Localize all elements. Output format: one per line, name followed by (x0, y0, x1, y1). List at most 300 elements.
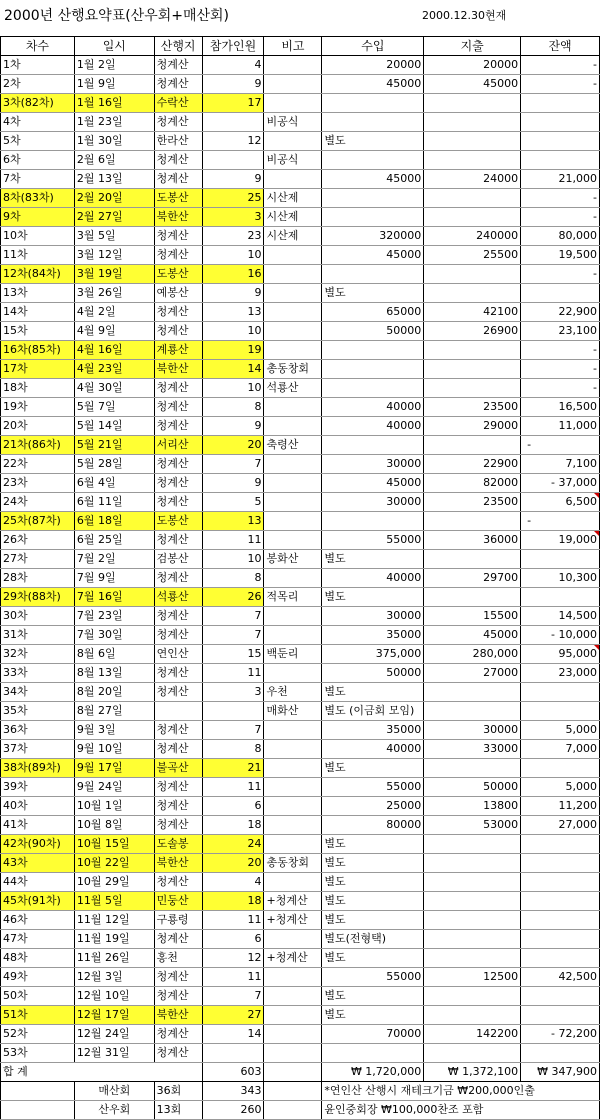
header-cell: 지출 (424, 37, 521, 56)
balance-cell: - (521, 56, 600, 75)
expense-cell: 23500 (424, 398, 521, 417)
balance-cell: - 72,200 (521, 1025, 600, 1044)
header-cell: 참가인원 (202, 37, 264, 56)
attendance-cell: 18 (202, 816, 264, 835)
attendance-cell: 24 (202, 835, 264, 854)
total-expense: ₩ 1,372,100 (424, 1063, 521, 1082)
round-cell: 19차 (1, 398, 75, 417)
round-cell: 15차 (1, 322, 75, 341)
income-cell (322, 360, 424, 379)
date-cell: 8월 20일 (74, 683, 154, 702)
attendance-cell: 9 (202, 75, 264, 94)
income-cell: 45000 (322, 246, 424, 265)
date-cell: 1월 16일 (74, 94, 154, 113)
income-cell: 별도 (322, 949, 424, 968)
table-row (1, 170, 600, 189)
expense-cell: 53000 (424, 816, 521, 835)
round-cell: 3차(82차) (1, 94, 75, 113)
round-cell: 1차 (1, 56, 75, 75)
attendance-cell: 12 (202, 132, 264, 151)
date-cell: 3월 26일 (74, 284, 154, 303)
income-cell (322, 512, 424, 531)
attendance-cell: 4 (202, 873, 264, 892)
date-cell: 8월 6일 (74, 645, 154, 664)
attendance-cell: 21 (202, 759, 264, 778)
attendance-cell: 7 (202, 626, 264, 645)
note-cell: 시산제 (264, 208, 322, 227)
balance-cell (521, 1044, 600, 1063)
expense-cell (424, 360, 521, 379)
round-cell: 6차 (1, 151, 75, 170)
expense-cell (424, 151, 521, 170)
mountain-cell: 북한산 (154, 360, 202, 379)
expense-cell (424, 189, 521, 208)
summary-blank (1, 1101, 75, 1120)
table-row (1, 1025, 600, 1044)
note-cell (264, 816, 322, 835)
expense-cell: 280,000 (424, 645, 521, 664)
table-row (1, 94, 600, 113)
date-cell: 7월 16일 (74, 588, 154, 607)
note-cell: 총동창회 (264, 360, 322, 379)
income-cell (322, 151, 424, 170)
total-attendance: 603 (202, 1063, 264, 1082)
expense-cell (424, 588, 521, 607)
table-row (1, 379, 600, 398)
expense-cell (424, 208, 521, 227)
table-row (1, 398, 600, 417)
round-cell: 41차 (1, 816, 75, 835)
round-cell: 50차 (1, 987, 75, 1006)
mountain-cell: 민둥산 (154, 892, 202, 911)
table-row (1, 436, 600, 455)
income-cell: 55000 (322, 531, 424, 550)
table-row (1, 208, 600, 227)
note-cell (264, 94, 322, 113)
round-cell: 18차 (1, 379, 75, 398)
note-cell (264, 132, 322, 151)
income-cell: 50000 (322, 322, 424, 341)
expense-cell: 12500 (424, 968, 521, 987)
income-cell (322, 208, 424, 227)
round-cell: 47차 (1, 930, 75, 949)
summary-people: 260 (202, 1101, 264, 1120)
attendance-cell: 11 (202, 664, 264, 683)
expense-cell (424, 284, 521, 303)
mountain-cell: 청계산 (154, 987, 202, 1006)
round-cell: 39차 (1, 778, 75, 797)
date-cell: 7월 23일 (74, 607, 154, 626)
mountain-cell: 예봉산 (154, 284, 202, 303)
expense-cell: 24000 (424, 170, 521, 189)
mountain-cell: 청계산 (154, 303, 202, 322)
note-cell (264, 56, 322, 75)
date-cell: 2월 20일 (74, 189, 154, 208)
attendance-cell: 6 (202, 797, 264, 816)
expense-cell (424, 949, 521, 968)
balance-cell: 21,000 (521, 170, 600, 189)
note-cell (264, 303, 322, 322)
balance-cell (521, 987, 600, 1006)
income-cell: 45000 (322, 75, 424, 94)
round-cell: 33차 (1, 664, 75, 683)
date-cell: 7월 30일 (74, 626, 154, 645)
round-cell: 36차 (1, 721, 75, 740)
mountain-cell: 청계산 (154, 930, 202, 949)
balance-cell: - (521, 75, 600, 94)
note-cell: 비공식 (264, 151, 322, 170)
table-row (1, 892, 600, 911)
income-cell (322, 1044, 424, 1063)
note-cell (264, 607, 322, 626)
header-cell: 차수 (1, 37, 75, 56)
expense-cell: 42100 (424, 303, 521, 322)
balance-cell: - (521, 360, 600, 379)
balance-cell (521, 94, 600, 113)
table-row (1, 987, 600, 1006)
table-row (1, 588, 600, 607)
total-income: ₩ 1,720,000 (322, 1063, 424, 1082)
balance-cell (521, 911, 600, 930)
summary-blank (264, 1101, 322, 1120)
note-cell (264, 778, 322, 797)
round-cell: 37차 (1, 740, 75, 759)
attendance-cell: 3 (202, 208, 264, 227)
note-cell: 축령산 (264, 436, 322, 455)
date-cell: 12월 17일 (74, 1006, 154, 1025)
balance-cell: - 10,000 (521, 626, 600, 645)
table-row (1, 246, 600, 265)
income-cell: 별도 (322, 873, 424, 892)
expense-cell: 29000 (424, 417, 521, 436)
mountain-cell: 청계산 (154, 873, 202, 892)
table-row (1, 797, 600, 816)
expense-cell (424, 341, 521, 360)
note-cell (264, 968, 322, 987)
date-cell: 2월 13일 (74, 170, 154, 189)
attendance-cell: 25 (202, 189, 264, 208)
balance-cell: 16,500 (521, 398, 600, 417)
table-row (1, 683, 600, 702)
income-cell: 50000 (322, 664, 424, 683)
income-cell: 별도 (322, 854, 424, 873)
balance-cell (521, 702, 600, 721)
income-cell: 35000 (322, 626, 424, 645)
mountain-cell: 청계산 (154, 1044, 202, 1063)
expense-cell (424, 702, 521, 721)
balance-cell: 27,000 (521, 816, 600, 835)
balance-cell (521, 113, 600, 132)
income-cell: 별도 (322, 987, 424, 1006)
table-row (1, 607, 600, 626)
attendance-cell: 10 (202, 322, 264, 341)
expense-cell: 20000 (424, 56, 521, 75)
attendance-cell: 10 (202, 246, 264, 265)
mountain-cell: 연인산 (154, 645, 202, 664)
balance-cell (521, 132, 600, 151)
mountain-cell: 청계산 (154, 740, 202, 759)
note-cell (264, 759, 322, 778)
attendance-cell (202, 1044, 264, 1063)
round-cell: 10차 (1, 227, 75, 246)
round-cell: 21차(86차) (1, 436, 75, 455)
note-cell: 석룡산 (264, 379, 322, 398)
expense-cell: 33000 (424, 740, 521, 759)
note-cell (264, 569, 322, 588)
note-cell (264, 797, 322, 816)
attendance-cell (202, 151, 264, 170)
mountain-cell: 도봉산 (154, 265, 202, 284)
mountain-cell: 청계산 (154, 75, 202, 94)
expense-cell: 25500 (424, 246, 521, 265)
income-cell: 30000 (322, 493, 424, 512)
date-cell: 6월 25일 (74, 531, 154, 550)
date-cell: 4월 30일 (74, 379, 154, 398)
expense-cell (424, 911, 521, 930)
date-cell: 11월 12일 (74, 911, 154, 930)
title-row (0, 0, 600, 36)
attendance-cell: 7 (202, 455, 264, 474)
mountain-cell: 청계산 (154, 151, 202, 170)
round-cell: 48차 (1, 949, 75, 968)
attendance-cell: 23 (202, 227, 264, 246)
expense-cell (424, 987, 521, 1006)
income-cell (322, 341, 424, 360)
date-cell: 8월 13일 (74, 664, 154, 683)
attendance-cell: 20 (202, 436, 264, 455)
expense-cell: 45000 (424, 75, 521, 94)
mountain-cell: 검봉산 (154, 550, 202, 569)
date-cell: 10월 29일 (74, 873, 154, 892)
note-cell (264, 1006, 322, 1025)
date-cell: 3월 12일 (74, 246, 154, 265)
table-row (1, 740, 600, 759)
total-row (1, 1063, 600, 1082)
attendance-cell: 3 (202, 683, 264, 702)
summary-count: 36회 (154, 1082, 202, 1101)
income-cell: 30000 (322, 607, 424, 626)
date-cell: 3월 5일 (74, 227, 154, 246)
round-cell: 16차(85차) (1, 341, 75, 360)
income-cell (322, 113, 424, 132)
table-row (1, 531, 600, 550)
mountain-cell: 청계산 (154, 531, 202, 550)
note-cell (264, 664, 322, 683)
income-cell: 40000 (322, 740, 424, 759)
mountain-cell: 청계산 (154, 664, 202, 683)
table-row (1, 265, 600, 284)
date-cell: 5월 7일 (74, 398, 154, 417)
note-cell: 총동창회 (264, 854, 322, 873)
mountain-cell: 구룡령 (154, 911, 202, 930)
attendance-cell: 12 (202, 949, 264, 968)
table-row (1, 75, 600, 94)
note-cell: 매화산 (264, 702, 322, 721)
income-cell: 40000 (322, 398, 424, 417)
mountain-cell: 석룡산 (154, 588, 202, 607)
table-row (1, 1044, 600, 1063)
expense-cell: 22900 (424, 455, 521, 474)
income-cell (322, 436, 424, 455)
round-cell: 38차(89차) (1, 759, 75, 778)
income-cell: 35000 (322, 721, 424, 740)
expense-cell: 13800 (424, 797, 521, 816)
header-cell: 수입 (322, 37, 424, 56)
date-cell: 4월 2일 (74, 303, 154, 322)
note-cell (264, 246, 322, 265)
expense-cell: 30000 (424, 721, 521, 740)
note-cell (264, 512, 322, 531)
attendance-cell (202, 702, 264, 721)
round-cell: 35차 (1, 702, 75, 721)
attendance-cell: 15 (202, 645, 264, 664)
expense-cell: 45000 (424, 626, 521, 645)
table-row (1, 930, 600, 949)
note-cell (264, 474, 322, 493)
date-cell: 9월 3일 (74, 721, 154, 740)
attendance-cell: 14 (202, 1025, 264, 1044)
income-cell: 30000 (322, 455, 424, 474)
date-cell: 5월 21일 (74, 436, 154, 455)
balance-cell: - (521, 208, 600, 227)
table-row (1, 968, 600, 987)
attendance-cell: 13 (202, 512, 264, 531)
attendance-cell: 27 (202, 1006, 264, 1025)
note-cell (264, 341, 322, 360)
note-cell (264, 626, 322, 645)
balance-cell (521, 930, 600, 949)
attendance-cell: 9 (202, 170, 264, 189)
note-cell (264, 1044, 322, 1063)
round-cell: 28차 (1, 569, 75, 588)
balance-cell (521, 759, 600, 778)
balance-cell: - (521, 379, 600, 398)
income-cell: 별도 (이금회 모임) (322, 702, 424, 721)
income-cell (322, 379, 424, 398)
summary-note: *연인산 산행시 재테크기금 ₩200,000인출 (322, 1082, 600, 1101)
round-cell: 17차 (1, 360, 75, 379)
round-cell: 27차 (1, 550, 75, 569)
note-cell: 비공식 (264, 113, 322, 132)
balance-cell (521, 683, 600, 702)
balance-cell (521, 1006, 600, 1025)
note-cell: 백둔리 (264, 645, 322, 664)
note-cell: 봉화산 (264, 550, 322, 569)
note-cell (264, 265, 322, 284)
note-cell (264, 987, 322, 1006)
balance-cell: 95,000 (521, 645, 600, 664)
expense-cell (424, 759, 521, 778)
header-cell: 산행지 (154, 37, 202, 56)
attendance-cell: 16 (202, 265, 264, 284)
summary-people: 343 (202, 1082, 264, 1101)
income-cell: 별도 (322, 284, 424, 303)
attendance-cell: 8 (202, 398, 264, 417)
note-cell (264, 284, 322, 303)
total-balance: ₩ 347,900 (521, 1063, 600, 1082)
income-cell: 별도 (322, 892, 424, 911)
attendance-cell: 17 (202, 94, 264, 113)
mountain-cell: 청계산 (154, 56, 202, 75)
round-cell: 25차(87차) (1, 512, 75, 531)
round-cell: 24차 (1, 493, 75, 512)
table-row (1, 645, 600, 664)
balance-cell: 7,100 (521, 455, 600, 474)
balance-cell: - 37,000 (521, 474, 600, 493)
table-row (1, 949, 600, 968)
balance-cell: 10,300 (521, 569, 600, 588)
note-cell (264, 493, 322, 512)
date-cell: 6월 18일 (74, 512, 154, 531)
balance-cell: - (521, 436, 600, 455)
note-cell (264, 531, 322, 550)
date-cell: 4월 23일 (74, 360, 154, 379)
expense-cell: 142200 (424, 1025, 521, 1044)
round-cell: 42차(90차) (1, 835, 75, 854)
expense-cell: 36000 (424, 531, 521, 550)
table-row (1, 626, 600, 645)
attendance-cell: 10 (202, 550, 264, 569)
round-cell: 12차(84차) (1, 265, 75, 284)
mountain-cell: 홍천 (154, 949, 202, 968)
balance-cell (521, 854, 600, 873)
mountain-cell: 북한산 (154, 208, 202, 227)
date-cell: 3월 19일 (74, 265, 154, 284)
round-cell: 32차 (1, 645, 75, 664)
mountain-cell: 청계산 (154, 968, 202, 987)
date-cell: 2월 6일 (74, 151, 154, 170)
date-cell: 7월 9일 (74, 569, 154, 588)
income-cell: 별도 (322, 683, 424, 702)
income-cell: 40000 (322, 569, 424, 588)
as-of-date: 2000.12.30현재 (422, 9, 507, 22)
attendance-cell: 11 (202, 778, 264, 797)
expense-cell (424, 132, 521, 151)
round-cell: 40차 (1, 797, 75, 816)
table-row (1, 151, 600, 170)
mountain-cell: 도봉산 (154, 189, 202, 208)
table-row (1, 721, 600, 740)
date-cell: 5월 28일 (74, 455, 154, 474)
mountain-cell: 청계산 (154, 170, 202, 189)
balance-cell (521, 873, 600, 892)
round-cell: 44차 (1, 873, 75, 892)
table-row (1, 873, 600, 892)
table-row (1, 778, 600, 797)
date-cell: 1월 23일 (74, 113, 154, 132)
balance-cell: 6,500 (521, 493, 600, 512)
note-cell: +청계산 (264, 892, 322, 911)
note-cell (264, 835, 322, 854)
round-cell: 51차 (1, 1006, 75, 1025)
income-cell: 40000 (322, 417, 424, 436)
date-cell: 11월 5일 (74, 892, 154, 911)
summary-blank (1, 1082, 75, 1101)
expense-cell (424, 835, 521, 854)
header-cell: 잔액 (521, 37, 600, 56)
balance-cell (521, 284, 600, 303)
note-cell: +청계산 (264, 949, 322, 968)
balance-cell (521, 892, 600, 911)
round-cell: 26차 (1, 531, 75, 550)
summary-note: 윤인중회장 ₩100,000찬조 포함 (322, 1101, 600, 1120)
attendance-cell: 11 (202, 911, 264, 930)
balance-cell: 5,000 (521, 721, 600, 740)
round-cell: 30차 (1, 607, 75, 626)
balance-cell: 5,000 (521, 778, 600, 797)
income-cell: 80000 (322, 816, 424, 835)
balance-cell: - (521, 265, 600, 284)
